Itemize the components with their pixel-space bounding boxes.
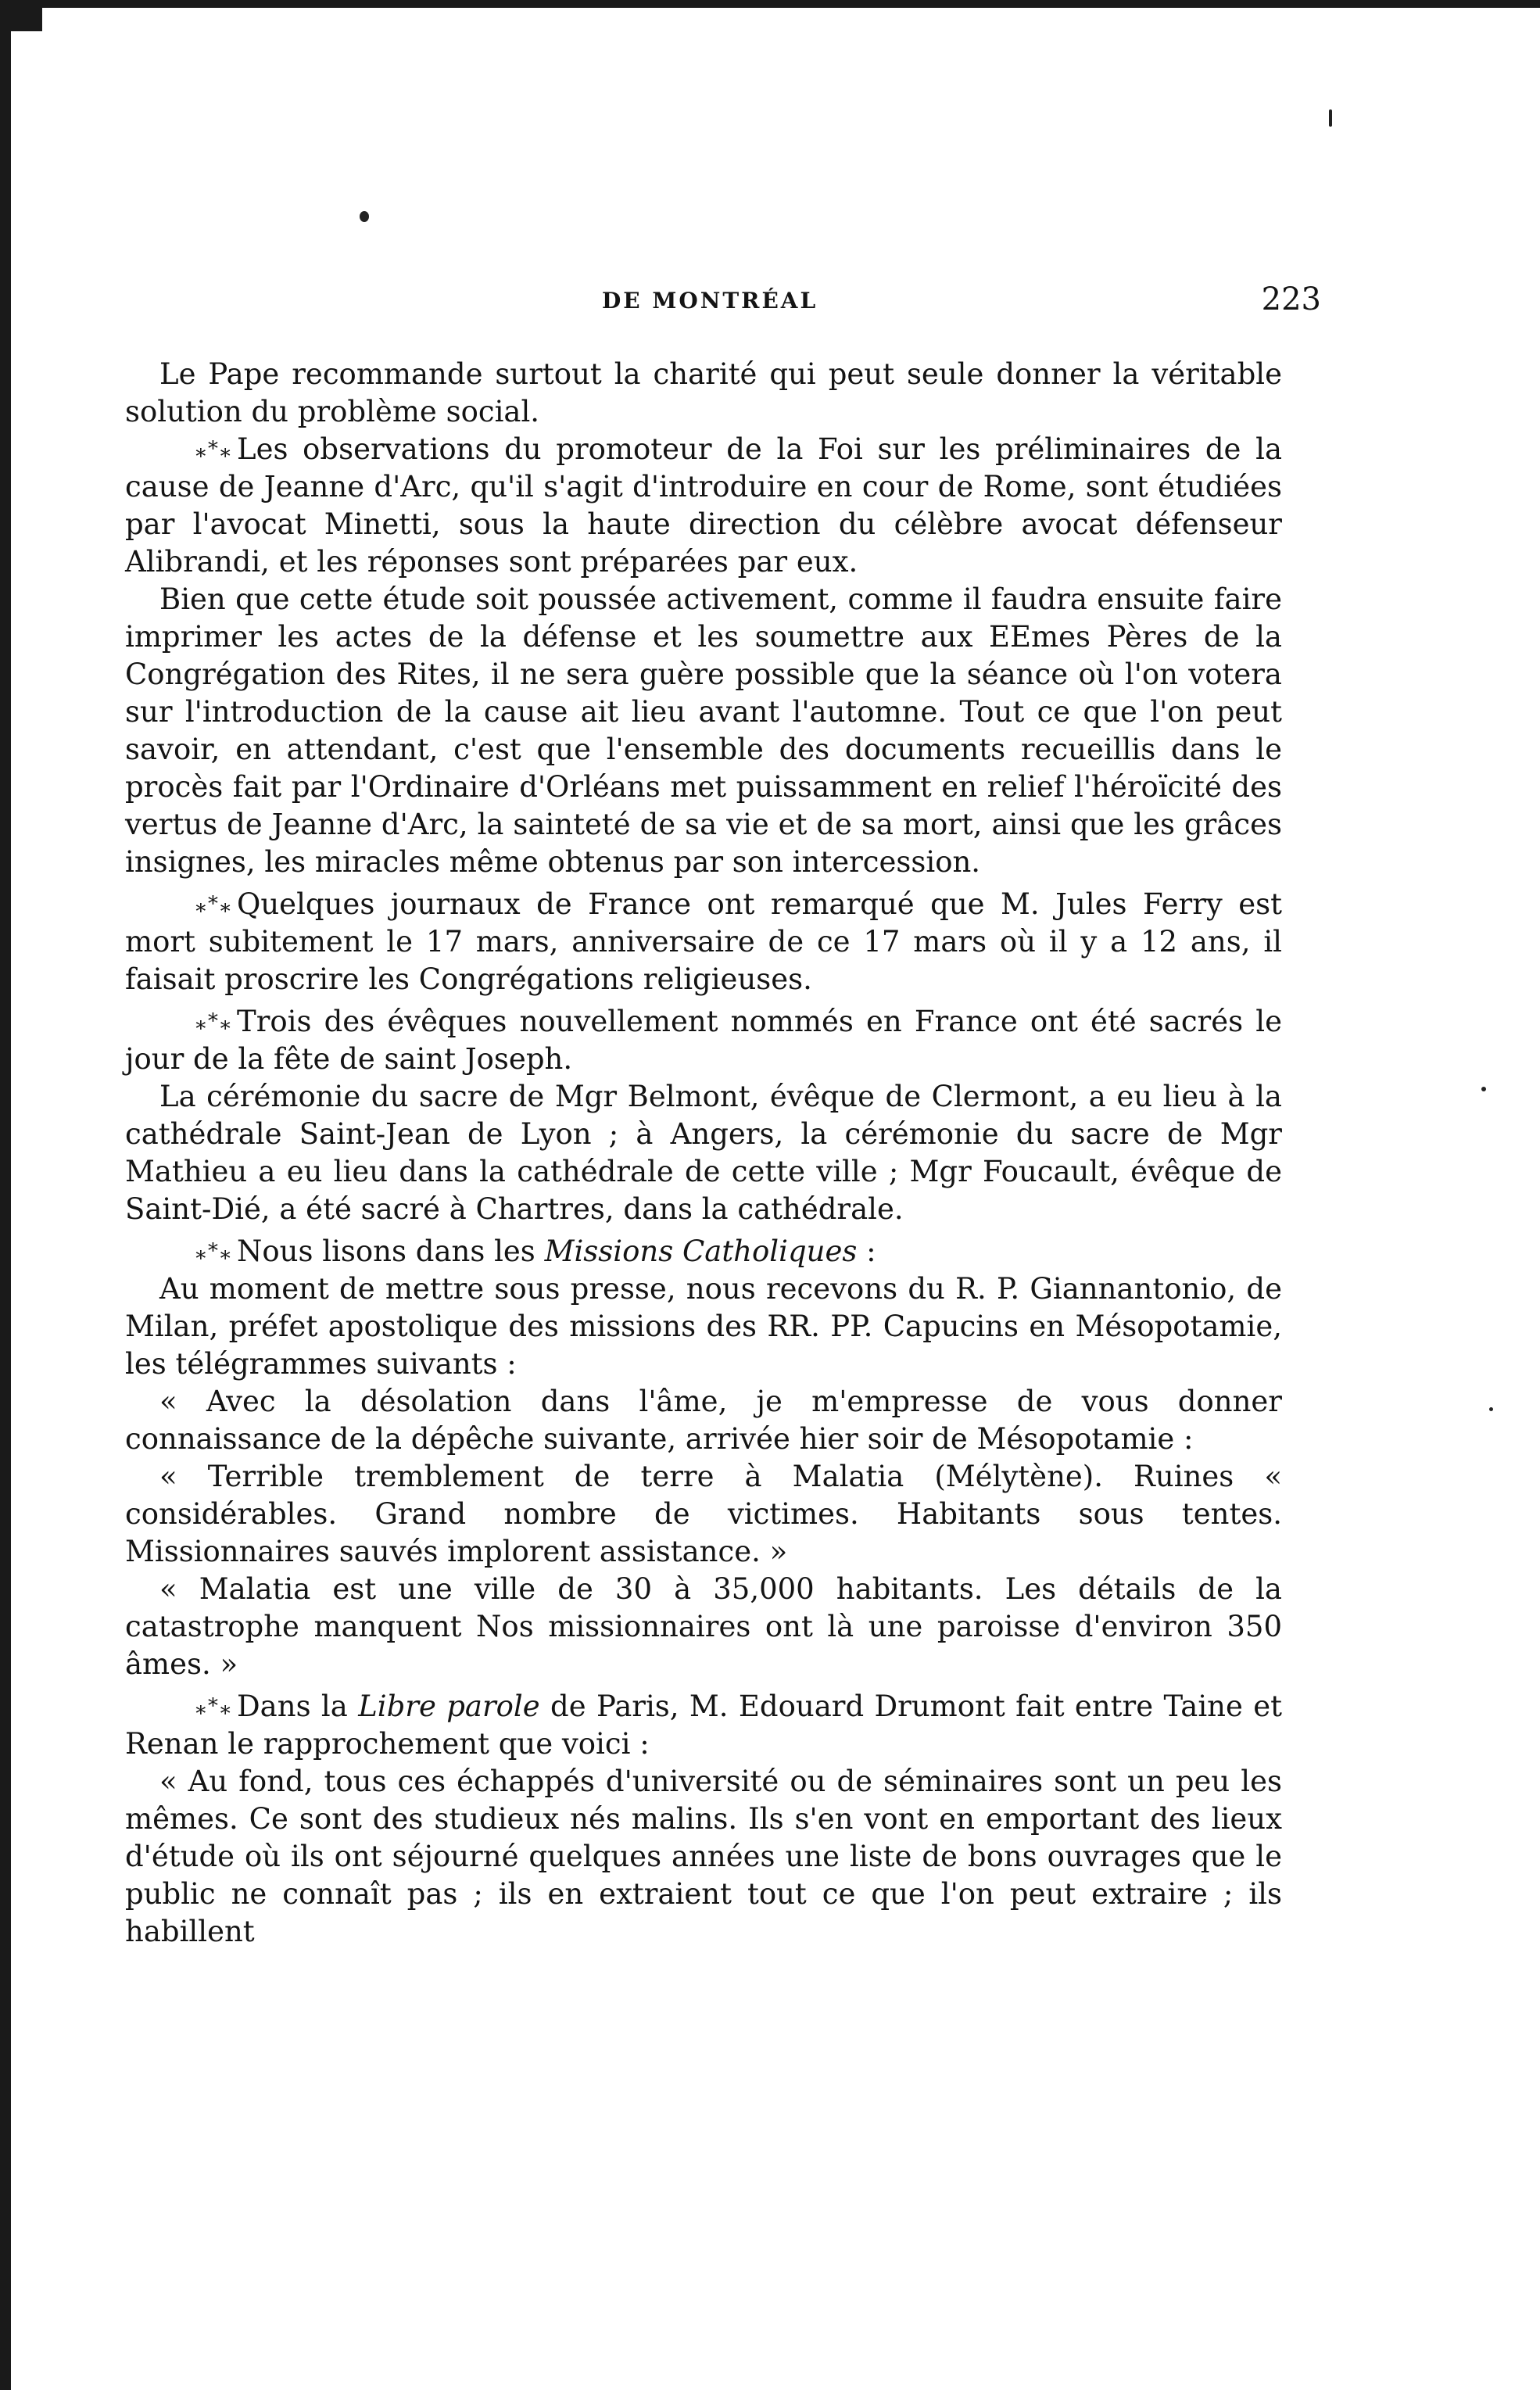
asterism-icon: ∗∗∗ [194, 1235, 231, 1267]
quoted-paragraph: « Au fond, tous ces échappés d'université ou de séminaires sont un peu les mêmes. Ce sont des studieux nés malins. Ils s'en vont en emportant des lieux d'étude où ils ont séjourné quelques années une liste de bons ouvrages que le public ne connaît pas ; ils en extraient tout ce que l'on peut extraire ; ils habillent [125, 1765, 1282, 1948]
scan-border-top [0, 0, 1540, 8]
ink-speck [360, 211, 369, 222]
paragraph: ∗∗∗ Dans la Libre parole de Paris, M. Edouard Drumont fait entre Taine et Renan le rapprochement que voici : [125, 1689, 1283, 1761]
paragraph: Au moment de mettre sous presse, nous recevons du R. P. Giannantonio, de Milan, préfet apostolique des missions des RR. PP. Capucins en Mésopotamie, les télégrammes suivants : [125, 1272, 1282, 1381]
quoted-paragraph: « Terrible tremblement de terre à Malatia (Mélytène). Ruines « considérables. Grand nombre de victimes. Habitants sous tentes. Missionnaires sauvés implorent assistance. » [125, 1460, 1282, 1568]
quoted-paragraph: « Malatia est une ville de 30 à 35,000 habitants. Les détails de la catastrophe manquent Nos missionnaires ont là une paroisse d'environ 350 âmes. » [125, 1572, 1282, 1681]
paragraph: La cérémonie du sacre de Mgr Belmont, évêque de Clermont, a eu lieu à la cathédrale Saint-Jean de Lyon ; à Angers, la cérémonie du sacre de Mgr Mathieu a eu lieu dans la cathédrale de cette ville ; Mgr Foucault, évêque de Saint-Dié, a été sacré à Chartres, dans la cathédrale. [125, 1080, 1282, 1226]
asterism-icon: ∗∗∗ [194, 1690, 231, 1722]
asterism-icon: ∗∗∗ [194, 1005, 231, 1037]
paragraph: ∗∗∗ Les observations du promoteur de la Foi sur les préliminaires de la cause de Jeanne d'Arc, qu'il s'agit d'introduire en cour de Rome, sont étudiées par l'avocat Minetti, sous la haute direction du célèbre avocat défenseur Alibrandi, et les réponses sont préparées par eux. [125, 432, 1282, 579]
paragraph: Le Pape recommande surtout la charité qui peut seule donner la véritable solution du problème social. [125, 357, 1282, 428]
publication-title: Libre parole [358, 1689, 540, 1723]
scan-border-corner [11, 8, 42, 31]
ink-speck [1329, 109, 1332, 127]
page-header [117, 281, 1321, 321]
publication-title: Missions Catholiques [544, 1234, 858, 1268]
paragraph: ∗∗∗ Trois des évêques nouvellement nommés en France ont été sacrés le jour de la fête de saint Joseph. [125, 1005, 1282, 1076]
running-head: DE MONTRÉAL [602, 288, 818, 314]
paragraph: Bien que cette étude soit poussée activement, comme il faudra ensuite faire imprimer les actes de la défense et les soumettre aux EEmes Pères de la Congrégation des Rites, il ne sera guère possible que la séance où l'on votera sur l'introduction de la cause ait lieu avant l'automne. Tout ce que l'on peut savoir, en attendant, c'est que l'ensemble des documents recueillis dans le procès fait par l'Ordinaire d'Orléans met puissamment en relief l'héroïcité des vertus de Jeanne d'Arc, la sainteté de sa vie et de sa mort, ainsi que les grâces insignes, les miracles même obtenus par son intercession. [125, 582, 1282, 879]
asterism-icon: ∗∗∗ [194, 433, 231, 464]
paragraph: ∗∗∗ Nous lisons dans les Missions Catholiques : [125, 1233, 1282, 1270]
scan-border-left [0, 0, 11, 2390]
ink-speck [1489, 1407, 1493, 1411]
ink-speck [1481, 1087, 1486, 1091]
quoted-paragraph: « Avec la désolation dans l'âme, je m'empresse de vous donner connaissance de la dépêche suivante, arrivée hier soir de Mésopotamie : [125, 1385, 1282, 1456]
asterism-icon: ∗∗∗ [194, 888, 231, 919]
paragraph: ∗∗∗ Quelques journaux de France ont remarqué que M. Jules Ferry est mort subitement le 17 mars, anniversaire de ce 17 mars où il y a 12 ans, il faisait proscrire les Congrégations religieuses. [125, 887, 1282, 996]
page-number: 223 [1261, 281, 1321, 317]
article-text [125, 356, 1282, 1951]
